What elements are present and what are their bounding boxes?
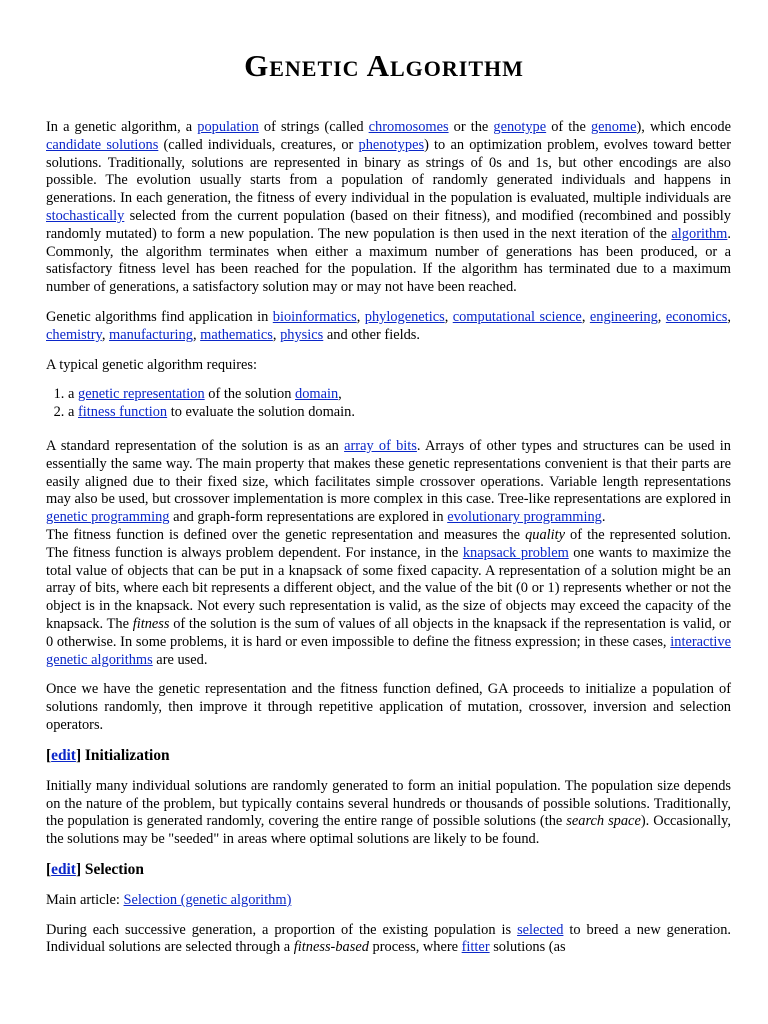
- link-phenotypes[interactable]: phenotypes: [358, 136, 425, 153]
- link-knapsack-problem[interactable]: knapsack problem: [462, 544, 569, 561]
- edit-link-selection[interactable]: edit: [51, 860, 76, 878]
- link-computational-science[interactable]: computational science: [452, 308, 582, 325]
- link-fitness-function[interactable]: fitness function: [78, 404, 168, 421]
- link-chromosomes[interactable]: chromosomes: [368, 119, 449, 135]
- link-bioinformatics[interactable]: bioinformatics: [272, 308, 357, 325]
- list-item: 1. a genetic representation of the solution domain,: [68, 386, 731, 404]
- link-selection-main-article[interactable]: Selection (genetic algorithm): [123, 891, 292, 908]
- link-domain[interactable]: domain: [295, 386, 339, 403]
- fitness-paragraph: The fitness function is defined over the genetic representation and measures the quality of the represented solution. The fitness function is always problem dependent. For instance, in the knapsack problem one wants to maximize the total value of objects that can be put in a knapsack of some fixed capacity. A representation of a solution might be an array of bits, where each bit represents a different object, and the value of the bit (0 or 1) represents whether or not the object is in the knapsack. Not every such representation is valid, as the size of objects may exceed the capacity of the knapsack. The fitness of the solution is the sum of values of all objects in the knapsack if the representation is valid, or 0 otherwise. In some problems, it is hard or even impossible to define the fitness expression; in these cases, interactive genetic algorithms are used.: [46, 526, 732, 668]
- page-title: Genetic Algorithm: [244, 48, 524, 83]
- link-candidate-solutions[interactable]: candidate solutions: [46, 136, 159, 153]
- link-genome[interactable]: genome: [590, 119, 637, 135]
- applications-paragraph: Genetic algorithms find application in bioinformatics, phylogenetics, computational science, engineering, economics, chemistry, manufacturing, mathematics, physics and other fields.: [46, 308, 731, 343]
- intro-paragraph: In a genetic algorithm, a population of strings (called chromosomes or the genotype of the genome), which encode candidate solutions (called individuals, creatures, or phenotypes) to an optimization problem, evolves toward better solutions. Traditionally, solutions are represented in binary as strings of 0s and 1s, but other encodings are also possible. The evolution usually starts from a population of randomly generated individuals and happens in generations. In each generation, the fitness of every individual in the population is evaluated, multiple individuals are stochastically selected from the current population (based on their fitness), and modified (recombined and possibly randomly mutated) to form a new population. The new population is then used in the next iteration of the algorithm. Commonly, the algorithm terminates when either a maximum number of generations has been produced, or a satisfactory fitness level has been reached for the population. If the algorithm has terminated due to a maximum number of generations, a satisfactory solution may or may not have been reached.: [46, 119, 731, 296]
- link-interactive-genetic-algorithms[interactable]: interactive genetic algorithms: [46, 633, 731, 668]
- main-article-note: Main article: Selection (genetic algorithm): [46, 891, 292, 908]
- link-algorithm[interactable]: algorithm: [671, 225, 728, 242]
- link-chemistry[interactable]: chemistry: [46, 326, 102, 343]
- link-physics[interactable]: physics: [280, 326, 324, 343]
- link-population[interactable]: population: [197, 119, 259, 135]
- link-genetic-programming[interactable]: genetic programming: [46, 509, 170, 526]
- link-mathematics[interactable]: mathematics: [200, 326, 273, 343]
- link-manufacturing[interactable]: manufacturing: [109, 326, 193, 343]
- edit-link-initialization[interactable]: edit: [51, 746, 76, 764]
- section-heading-selection: [edit] Selection: [46, 860, 144, 878]
- link-evolutionary-programming[interactable]: evolutionary programming: [447, 509, 602, 526]
- link-array-of-bits[interactable]: array of bits: [344, 437, 417, 454]
- requirements-list: [46, 386, 731, 422]
- list-item: 2. a fitness function to evaluate the solution domain.: [68, 404, 731, 422]
- link-genetic-representation[interactable]: genetic representation: [78, 386, 205, 403]
- link-stochastically[interactable]: stochastically: [46, 207, 125, 224]
- section-heading-initialization: [edit] Initialization: [46, 746, 170, 764]
- link-genotype[interactable]: genotype: [493, 119, 547, 135]
- requirements-intro: A typical genetic algorithm requires:: [46, 356, 257, 373]
- operators-paragraph: Once we have the genetic representation and the fitness function defined, GA proceeds to initialize a population of solutions randomly, then improve it through repetitive application of mutation, crossover, inversion and selection operators.: [46, 681, 731, 733]
- link-phylogenetics[interactable]: phylogenetics: [364, 308, 445, 325]
- link-selected[interactable]: selected: [517, 921, 564, 938]
- link-economics[interactable]: economics: [665, 308, 728, 325]
- link-engineering[interactable]: engineering: [589, 308, 658, 325]
- selection-paragraph: During each successive generation, a proportion of the existing population is selected to breed a new generation. Individual solutions are selected through a fitness-based process, where fitter solutions (as: [46, 921, 731, 956]
- representation-paragraph: A standard representation of the solution is as an array of bits. Arrays of other types and structures can be used in essentially the same way. The main property that makes these genetic representations convenient is that their parts are easily aligned due to their fixed size, which facilitates simple crossover operations. Variable length representations may also be used, but crossover implementation is more complex in this case. Tree-like representations are explored in genetic programming and graph-form representations are explored in evolutionary programming.: [46, 437, 731, 526]
- article-body: [46, 119, 731, 969]
- initialization-paragraph: Initially many individual solutions are randomly generated to form an initial population. The population size depends on the nature of the problem, but typically contains several hundreds or thousands of possible solutions. Traditionally, the population is generated randomly, covering the entire range of possible solutions (the search space). Occasionally, the solutions may be "seeded" in areas where optimal solutions are likely to be found.: [46, 777, 731, 848]
- link-fitter[interactable]: fitter: [461, 939, 490, 956]
